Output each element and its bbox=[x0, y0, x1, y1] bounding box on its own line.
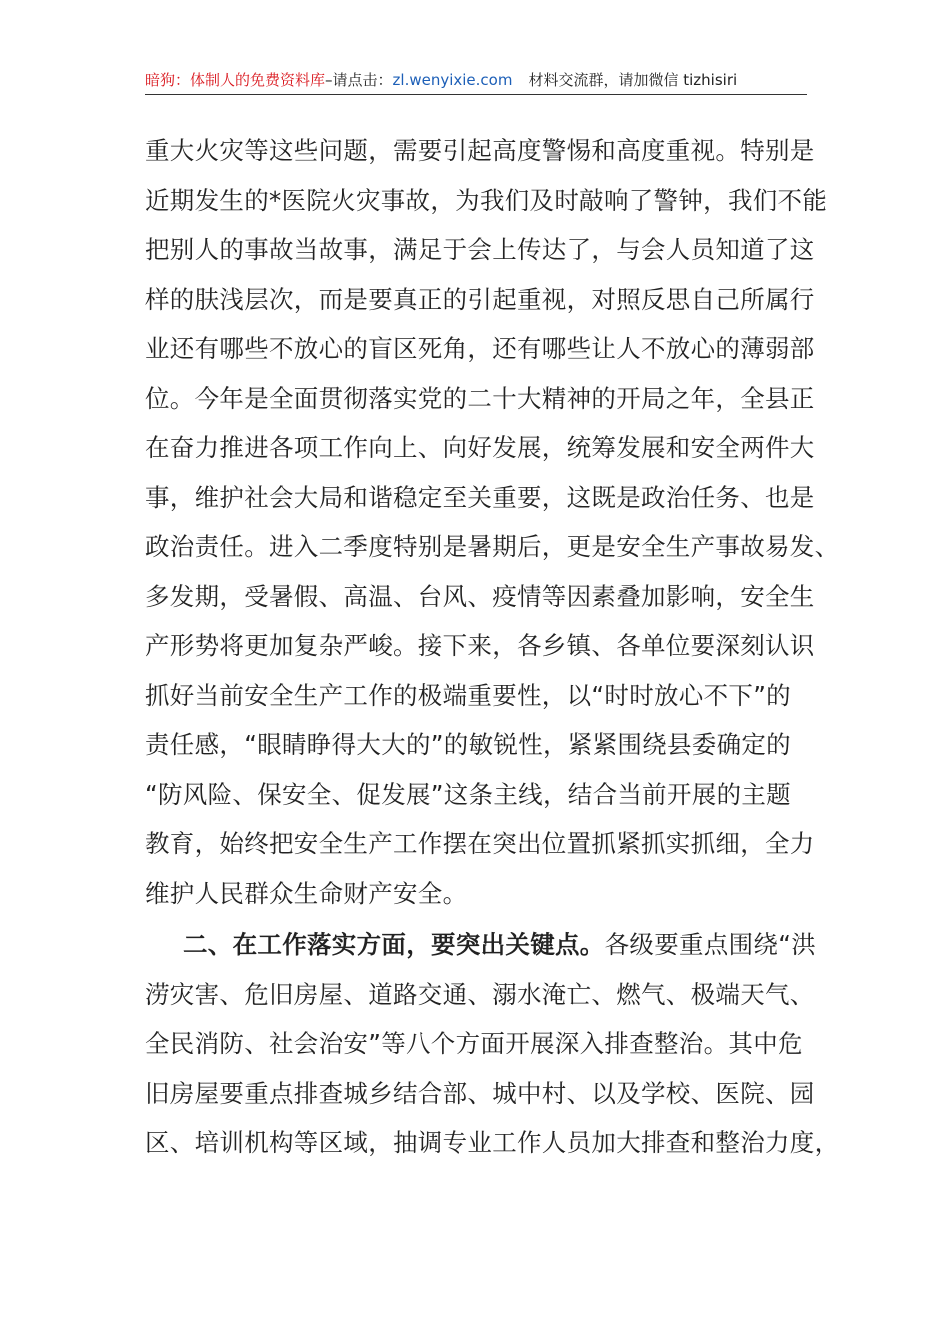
page-header bbox=[145, 68, 807, 95]
text-line: 责任感，“眼睛睁得大大的”的敏锐性，紧紧围绕县委确定的 bbox=[145, 730, 791, 759]
paragraph-1 bbox=[145, 126, 840, 918]
header-contact: 材料交流群，请加微信 tizhisiri bbox=[528, 71, 738, 89]
document-body bbox=[145, 126, 840, 1168]
text-line: 把别人的事故当故事，满足于会上传达了，与会人员知道了这 bbox=[145, 235, 815, 264]
text-line: 样的肤浅层次，而是要真正的引起重视，对照反思自己所属行 bbox=[145, 284, 815, 314]
text-line: 维护人民群众生命财产安全。 bbox=[145, 878, 468, 908]
text-line: 事，维护社会大局和谐稳定至关重要，这既是政治任务、也是 bbox=[145, 482, 815, 512]
text-line: 全民消防、社会治安”等八个方面开展深入排查整治。其中危 bbox=[145, 1029, 803, 1058]
text-line: 涝灾害、危旧房屋、道路交通、溺水淹亡、燃气、极端天气、 bbox=[145, 979, 815, 1009]
text-line: 政治责任。进入二季度特别是暑期后，更是安全生产事故易发、 bbox=[145, 532, 840, 561]
header-brand: 暗狗：体制人的免费资料库 bbox=[145, 71, 326, 89]
text-line: 重大火灾等这些问题，需要引起高度警惕和高度重视。特别是 bbox=[145, 136, 815, 165]
header-click-prefix: –请点击： bbox=[325, 71, 393, 89]
text-line: 在奋力推进各项工作向上、向好发展，统筹发展和安全两件大 bbox=[145, 433, 815, 462]
text-line: 区、培训机构等区域，抽调专业工作人员加大排查和整治力度， bbox=[145, 1128, 840, 1157]
paragraph-2 bbox=[145, 920, 840, 1168]
heading-continuation: 各级要重点围绕“洪 bbox=[604, 930, 817, 959]
text-line: 业还有哪些不放心的盲区死角，还有哪些让人不放心的薄弱部 bbox=[145, 334, 815, 363]
text-line: “防风险、保安全、促发展”这条主线，结合当前开展的主题 bbox=[145, 779, 791, 809]
paragraph-2-first-line bbox=[145, 920, 817, 970]
text-line: 位。今年是全面贯彻落实党的二十大精神的开局之年，全县正 bbox=[145, 383, 815, 413]
text-line: 近期发生的*医院火灾事故，为我们及时敲响了警钟，我们不能 bbox=[145, 185, 828, 215]
header-url-link[interactable]: zl.wenyixie.com bbox=[392, 71, 513, 89]
section-heading: 二、在工作落实方面，要突出关键点。 bbox=[183, 930, 605, 959]
text-line: 旧房屋要重点排查城乡结合部、城中村、以及学校、医院、园 bbox=[145, 1078, 815, 1108]
text-line: 抓好当前安全生产工作的极端重要性，以“时时放心不下”的 bbox=[145, 680, 791, 710]
text-line: 教育，始终把安全生产工作摆在突出位置抓紧抓实抓细，全力 bbox=[145, 829, 815, 858]
text-line: 产形势将更加复杂严峻。接下来，各乡镇、各单位要深刻认识 bbox=[145, 631, 815, 660]
text-line: 多发期，受暑假、高温、台风、疫情等因素叠加影响，安全生 bbox=[145, 581, 815, 611]
